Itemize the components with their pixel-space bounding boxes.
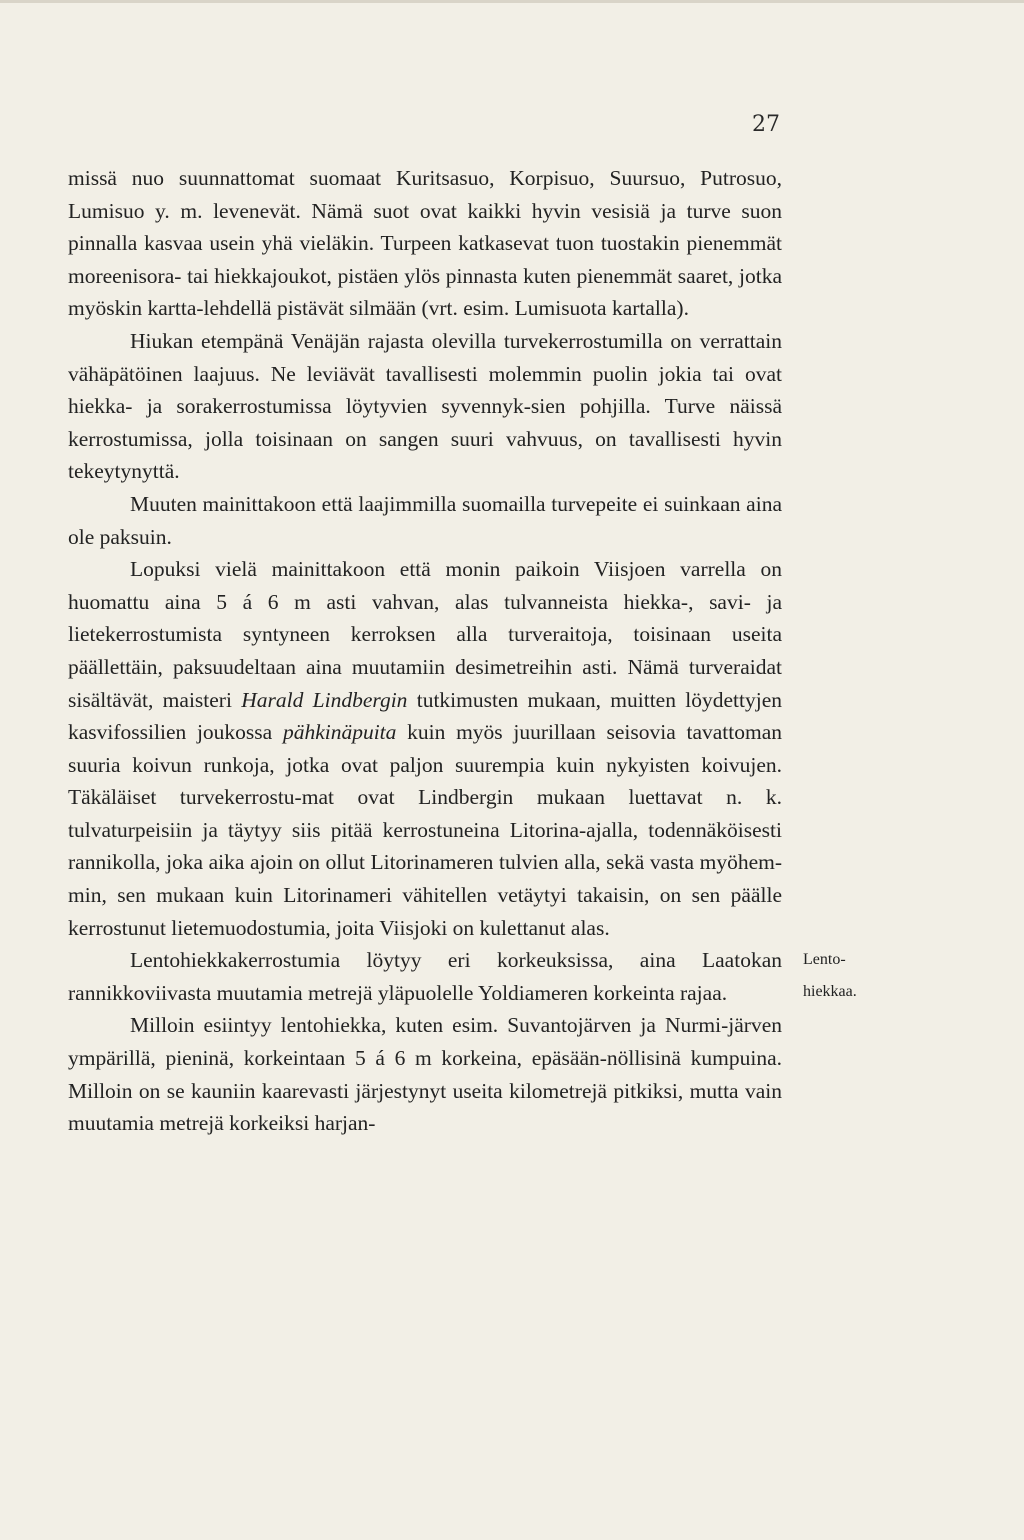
paragraph-5 [68, 944, 782, 1009]
paragraph-4-text-a: Lopuksi vielä mainittakoon että monin paikoin Viisjoen varrella on huomattu aina 5 á 6 m asti vahvan, alas tulvanneista hiekka-, savi- ja lietekerrostumista syntyneen kerroksen alla turveraitoja, toisinaan useita päällettäin, paksuudeltaan aina muutamiin desimetreihin asti. Nämä turveraidat sisältävät, maisteri [68, 557, 782, 712]
paragraph-2-text: Hiukan etempänä Venäjän rajasta olevilla turvekerrostumilla on verrattain vähäpätöinen laajuus. Ne leviävät tavallisesti molemmin puolin jokia tai ovat hiekka- ja sorakerrostumissa löytyvien syvennyk-sien pohjilla. Turve näissä kerrostumissa, jolla toisinaan on sangen suuri vahvuus, on tavallisesti hyvin tekeytynyttä. [68, 328, 782, 484]
margin-note [803, 944, 893, 1008]
paragraph-1-text: missä nuo suunnattomat suomaat Kuritsasuo, Korpisuo, Suursuo, Putrosuo, Lumisuo y. m. levenevät. Nämä suot ovat kaikki hyvin vesisiä ja turve suon pinnalla kasvaa usein yhä vieläkin. Turpeen katkasevat tuon tuostakin pienemmät moreenisora- tai hiekkajoukot, pistäen ylös pinnasta kuten pienemmät saaret, jotka myöskin kartta-lehdellä pistävät silmään (vrt. esim. Lumisuota kartalla). [68, 166, 782, 321]
person-name-italic: Harald Lindbergin [241, 687, 408, 712]
species-name-italic: pähkinäpuita [282, 720, 397, 745]
page-top-edge [0, 0, 1024, 3]
body-text [68, 162, 782, 1140]
page-number: 27 [752, 112, 780, 137]
paragraph-6-text: Milloin esiintyy lentohiekka, kuten esim. Suvantojärven ja Nurmi-järven ympärillä, pieninä, korkeintaan 5 á 6 m korkeina, epäsään-nöllisinä kumpuina. Milloin on se kauniin kaarevasti järjestynyt useita kilometrejä pitkiksi, mutta vain muutamia metrejä korkeiksi harjan- [68, 1013, 782, 1136]
paragraph-2 [68, 325, 782, 488]
paragraph-3 [68, 488, 782, 553]
paragraph-5-text: Lentohiekkakerrostumia löytyy eri korkeuksissa, aina Laatokan rannikkoviivasta muutamia metrejä yläpuolelle Yoldiameren korkeinta rajaa. [68, 948, 782, 1005]
paragraph-4-text-b: tutkimusten mukaan, muitten löydettyjen kasvifossilien joukossa [68, 687, 782, 745]
paragraph-4 [68, 553, 782, 944]
margin-note-line-2: hiekkaa. [803, 983, 857, 1000]
paragraph-6 [68, 1009, 782, 1139]
margin-note-line-1: Lento- [803, 951, 846, 968]
paragraph-3-text: Muuten mainittakoon että laajimmilla suomailla turvepeite ei suinkaan aina ole paksuin. [68, 491, 782, 549]
paragraph-4-text-c: kuin myös juurillaan seisovia tavattoman suuria koivun runkoja, jotka ovat paljon suurempia kuin nykyisten koivujen. Täkäläiset turvekerrostu-mat ovat Lindbergin mukaan luettavat n. k. tulvaturpeisiin ja täytyy siis pitää kerrostuneina Litorina-ajalla, todennäköisesti rannikolla, joka aika ajoin on ollut Litorinameren tulvien alla, sekä vasta myöhem-min, sen mukaan kuin Litorinameri vähitellen vetäytyi takaisin, on sen päälle kerrostunut lietemuodostumia, joita Viisjoki on kulettanut alas. [68, 720, 782, 940]
paragraph-1 [68, 162, 782, 325]
